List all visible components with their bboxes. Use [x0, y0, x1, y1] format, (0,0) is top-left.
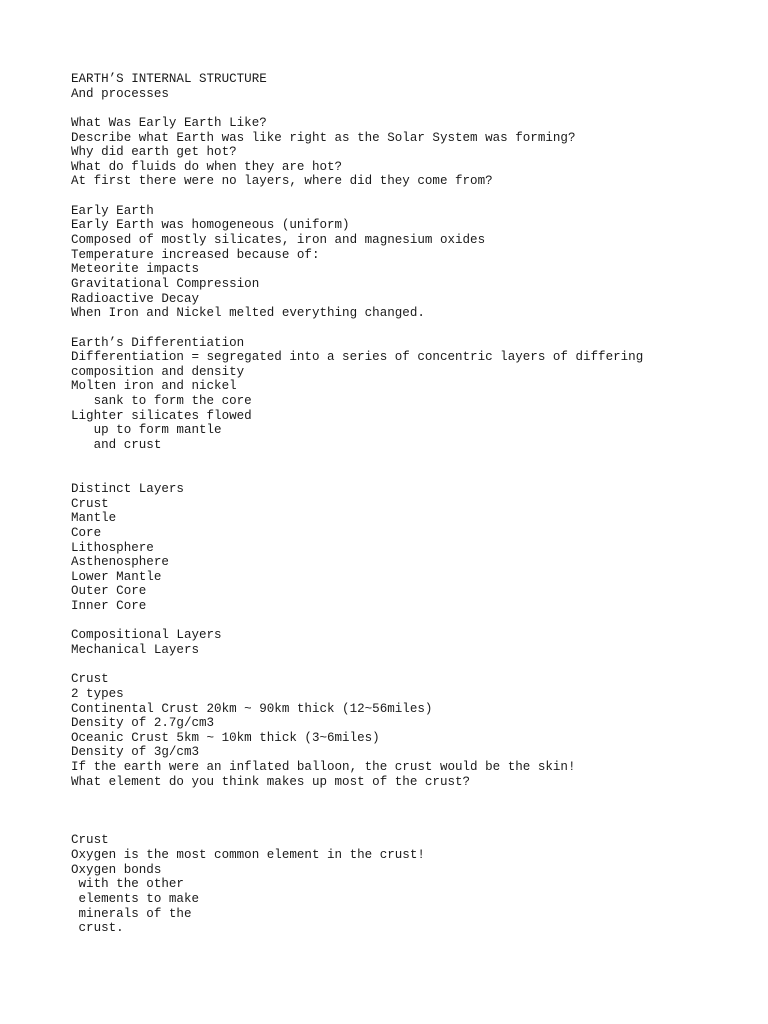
text-line: composition and density — [71, 364, 245, 379]
text-line: What element do you think makes up most of the crust? — [71, 774, 471, 789]
text-line: and crust — [71, 438, 162, 453]
document-text — [71, 72, 761, 936]
text-line: Density of 3g/cm3 — [71, 745, 199, 760]
text-line: up to form mantle — [71, 423, 222, 438]
text-line: Lower Mantle — [71, 569, 162, 584]
text-line: And processes — [71, 86, 169, 101]
text-line: Inner Core — [71, 599, 147, 614]
text-line: Molten iron and nickel — [71, 379, 237, 394]
blank-line — [71, 614, 761, 629]
text-line: Differentiation = segregated into a series of concentric layers of differing — [71, 350, 644, 365]
blank-line — [71, 189, 761, 204]
text-line: Oxygen is the most common element in the crust! — [71, 847, 425, 862]
text-line: At first there were no layers, where did they come from? — [71, 174, 493, 189]
text-line: Core — [71, 525, 102, 540]
text-line: Lithosphere — [71, 540, 154, 555]
blank-line — [71, 804, 761, 819]
text-line: Distinct Layers — [71, 481, 184, 496]
blank-line — [71, 101, 761, 116]
text-line: When Iron and Nickel melted everything changed. — [71, 306, 425, 321]
text-line: Crust — [71, 833, 109, 848]
text-line: sank to form the core — [71, 394, 252, 409]
text-line: If the earth were an inflated balloon, the crust would be the skin! — [71, 760, 576, 775]
text-line: EARTH’S INTERNAL STRUCTURE — [71, 72, 267, 86]
text-line: What do fluids do when they are hot? — [71, 159, 343, 174]
text-line: 2 types — [71, 686, 124, 701]
text-line: Early Earth was homogeneous (uniform) — [71, 218, 350, 233]
text-line: crust. — [71, 921, 124, 936]
blank-line — [71, 453, 761, 468]
text-line: Crust — [71, 496, 109, 511]
blank-line — [71, 819, 761, 834]
text-line: Continental Crust 20km ~ 90km thick (12~56miles) — [71, 701, 433, 716]
text-line: Outer Core — [71, 584, 147, 599]
text-line: minerals of the — [71, 906, 192, 921]
text-line: Crust — [71, 672, 109, 687]
text-line: Oxygen bonds — [71, 862, 162, 877]
text-line: Density of 2.7g/cm3 — [71, 716, 215, 731]
text-line: with the other — [71, 877, 184, 892]
text-line: Compositional Layers — [71, 628, 222, 643]
blank-line — [71, 467, 761, 482]
text-line: Mechanical Layers — [71, 642, 199, 657]
text-line: Earth’s Differentiation — [71, 335, 245, 350]
text-line: Composed of mostly silicates, iron and magnesium oxides — [71, 233, 486, 248]
text-line: Meteorite impacts — [71, 262, 199, 277]
blank-line — [71, 658, 761, 673]
text-line: Gravitational Compression — [71, 276, 260, 291]
text-line: Describe what Earth was like right as the Solar System was forming? — [71, 130, 576, 145]
text-line: What Was Early Earth Like? — [71, 115, 267, 130]
text-line: Early Earth — [71, 203, 154, 218]
text-line: Asthenosphere — [71, 555, 169, 570]
text-line: Oceanic Crust 5km ~ 10km thick (3~6miles) — [71, 730, 380, 745]
text-line: elements to make — [71, 891, 199, 906]
text-line: Lighter silicates flowed — [71, 408, 252, 423]
blank-line — [71, 789, 761, 804]
blank-line — [71, 321, 761, 336]
text-line: Temperature increased because of: — [71, 247, 320, 262]
text-line: Why did earth get hot? — [71, 145, 237, 160]
text-line: Mantle — [71, 511, 117, 526]
text-line: Radioactive Decay — [71, 291, 199, 306]
